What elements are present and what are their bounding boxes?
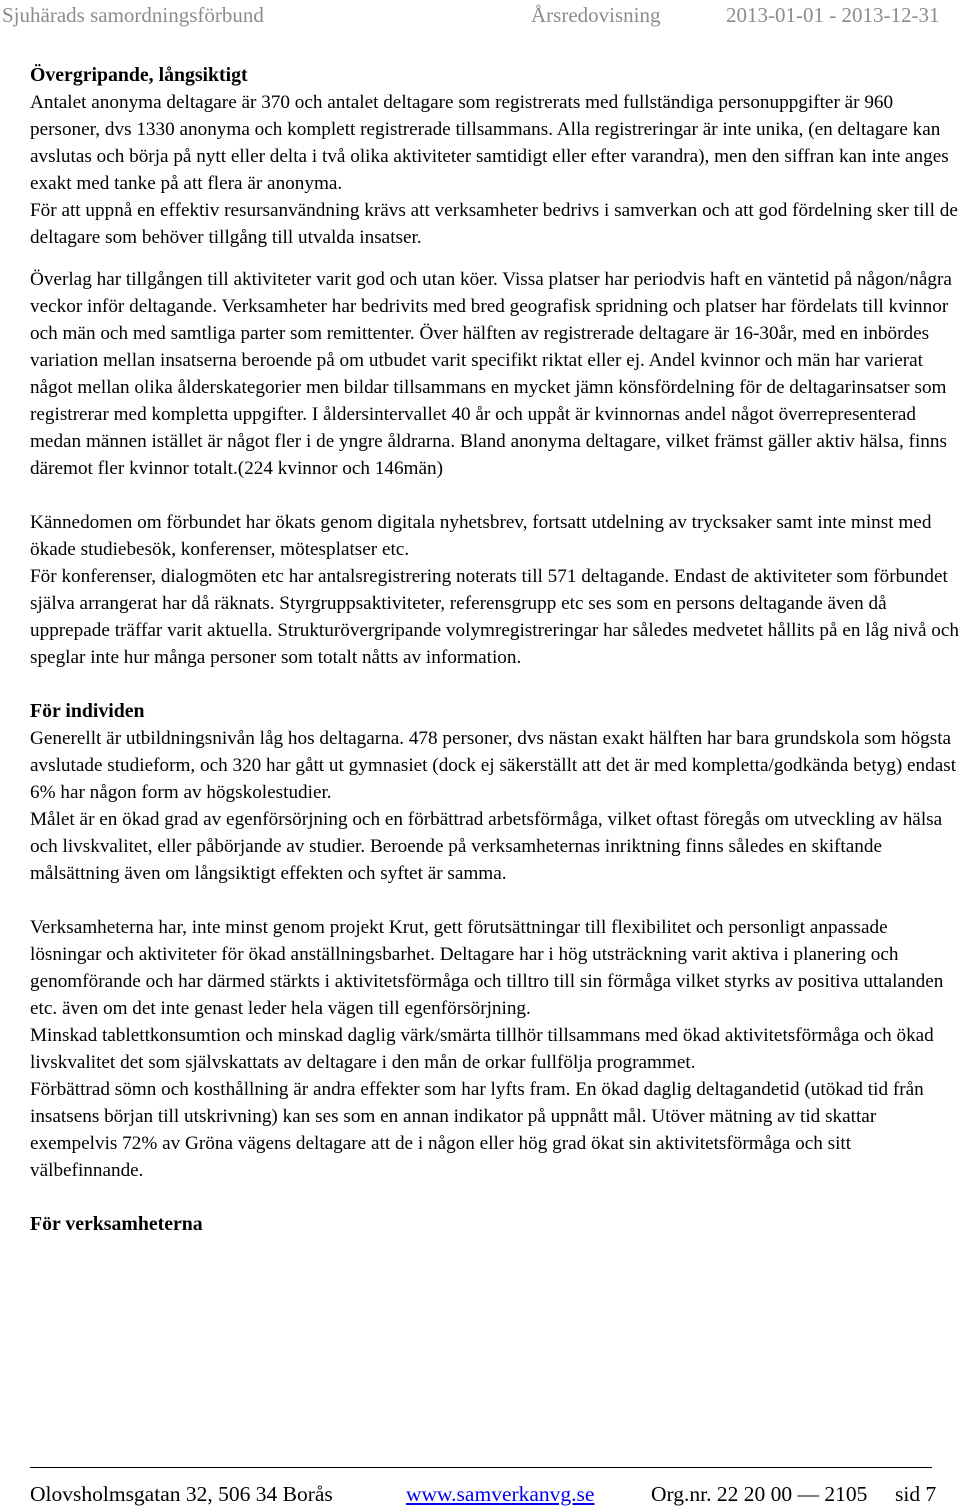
- paragraph: Förbättrad sömn och kosthållning är andra effekter som har lyfts fram. En ökad daglig deltagandetid (utökad tid från insatsens början till utskrivning) kan ses som en annan indikator på uppnått mål. Utöver mätning av tid skattar exempelvis 72% av Gröna vägens deltagare att de i någon eller hög grad ökat sin aktivitetsförmåga och sitt välbefinnande.: [30, 1079, 924, 1181]
- footer-org-number: Org.nr. 22 20 00 — 2105: [651, 1482, 868, 1506]
- paragraph: Kännedomen om förbundet har ökats genom digitala nyhetsbrev, fortsatt utdelning av trycksaker samt inte minst med ökade studiebesök, konferenser, mötesplatser etc.: [30, 512, 932, 560]
- paragraph: För att uppnå en effektiv resursanvändning krävs att verksamheter bedrivs i samverkan och att god fördelning sker till de deltagare som behöver tillgång till utvalda insatser.: [30, 200, 958, 248]
- paragraph: Antalet anonyma deltagare är 370 och antalet deltagare som registrerats med fullständiga personuppgifter är 960 personer, dvs 1330 anonyma och komplett registrerade tillsammans. Alla registreringar är inte unika, (en deltagare kan avslutas och börja på nytt eller delta i två olika aktiviteter samtidigt eller efter varandra), men den siffran kan inte anges exakt med tanke på att flera är anonyma.: [30, 92, 949, 194]
- document-body: [30, 62, 960, 1238]
- header-period: 2013-01-01 - 2013-12-31: [726, 3, 940, 27]
- paragraph: För konferenser, dialogmöten etc har antalsregistrering noterats till 571 deltagande. Endast de aktiviteter som förbundet själva arrangerat har då räknats. Styrgruppsaktiviteter, referensgrupp etc ses som en persons deltagande även då upprepade träffar varit aktuella. Strukturövergripande volymregistreringar har således medvetet hållits på en låg nivå och speglar inte hur många personer som totalt nåtts av information.: [30, 566, 960, 668]
- footer-address: Olovsholmsgatan 32, 506 34 Borås: [30, 1482, 333, 1506]
- header-document-title: Årsredovisning: [531, 3, 661, 27]
- spacer: [30, 482, 960, 509]
- spacer: [30, 1184, 960, 1211]
- section-heading-individen: För individen: [30, 700, 145, 722]
- paragraph: Generellt är utbildningsnivån låg hos deltagarna. 478 personer, dvs nästan exakt hälften har bara grundskola som högsta avslutade studieform, och 320 har gått ut gymnasiet (dock ej säkerställt att det är med kompletta/godkända betyg) endast 6% har någon form av högskolestudier.: [30, 728, 957, 803]
- paragraph: Målet är en ökad grad av egenförsörjning och en förbättrad arbetsförmåga, vilket oftast föregås om utveckling av hälsa och livskvalitet, eller påbörjande av studier. Beroende på verksamheternas inriktning finns således en skiftande målsättning även om långsiktigt effekten och syftet är samma.: [30, 809, 943, 884]
- spacer: [30, 671, 960, 698]
- section-heading-overgripande: Övergripande, långsiktigt: [30, 64, 248, 86]
- paragraph: Verksamheterna har, inte minst genom projekt Krut, gett förutsättningar till flexibilitet och personligt anpassade lösningar och aktiviteter för ökad anställningsbarhet. Deltagare har i hög utsträckning varit aktiva i planering och genomförande och har därmed stärkts i aktivitetsförmåga och tilltro till sin förmåga vilket styrks av positiva uttalanden etc. även om det inte genast leder hela vägen till egenförsörjning.: [30, 917, 944, 1019]
- header-organization: Sjuhärads samordningsförbund: [2, 3, 264, 27]
- paragraph: Överlag har tillgången till aktiviteter varit god och utan köer. Vissa platser har periodvis haft en väntetid på någon/några veckor inför deltagande. Verksamheter har bedrivits med bred geografisk spridning och platser har fördelats till kvinnor och män och med samtliga parter som remittenter. Över hälften av registrerade deltagare är 16-30år, med en inbördes variation mellan insatserna beroende på om utbudet varit specifikt riktat eller ej. Andel kvinnor och män har varierat något mellan olika ålderskategorier men bildar tillsammans en mycket jämn könsfördelning för de deltagarinsatser som registrerar med kompletta uppgifter. I åldersintervallet 40 år och uppåt är kvinnornas andel något överrepresenterad medan männen istället är något fler i de yngre åldrarna. Bland anonyma deltagare, vilket främst gäller aktiv hälsa, finns däremot fler kvinnor totalt.(224 kvinnor och 146män): [30, 269, 952, 479]
- spacer: [30, 887, 960, 914]
- footer-page-number: sid 7: [895, 1482, 937, 1506]
- spacer: [30, 251, 960, 266]
- page-header: [0, 0, 960, 30]
- paragraph: Minskad tablettkonsumtion och minskad daglig värk/smärta tillhör tillsammans med ökad aktivitetsförmåga och ökad livskvalitet det som självskattats av deltagare i den mån de orkar fullfölja programmet.: [30, 1025, 934, 1073]
- footer-website-link[interactable]: www.samverkanvg.se: [406, 1482, 595, 1506]
- section-heading-verksamheterna: För verksamheterna: [30, 1213, 203, 1235]
- footer-divider: [30, 1467, 932, 1468]
